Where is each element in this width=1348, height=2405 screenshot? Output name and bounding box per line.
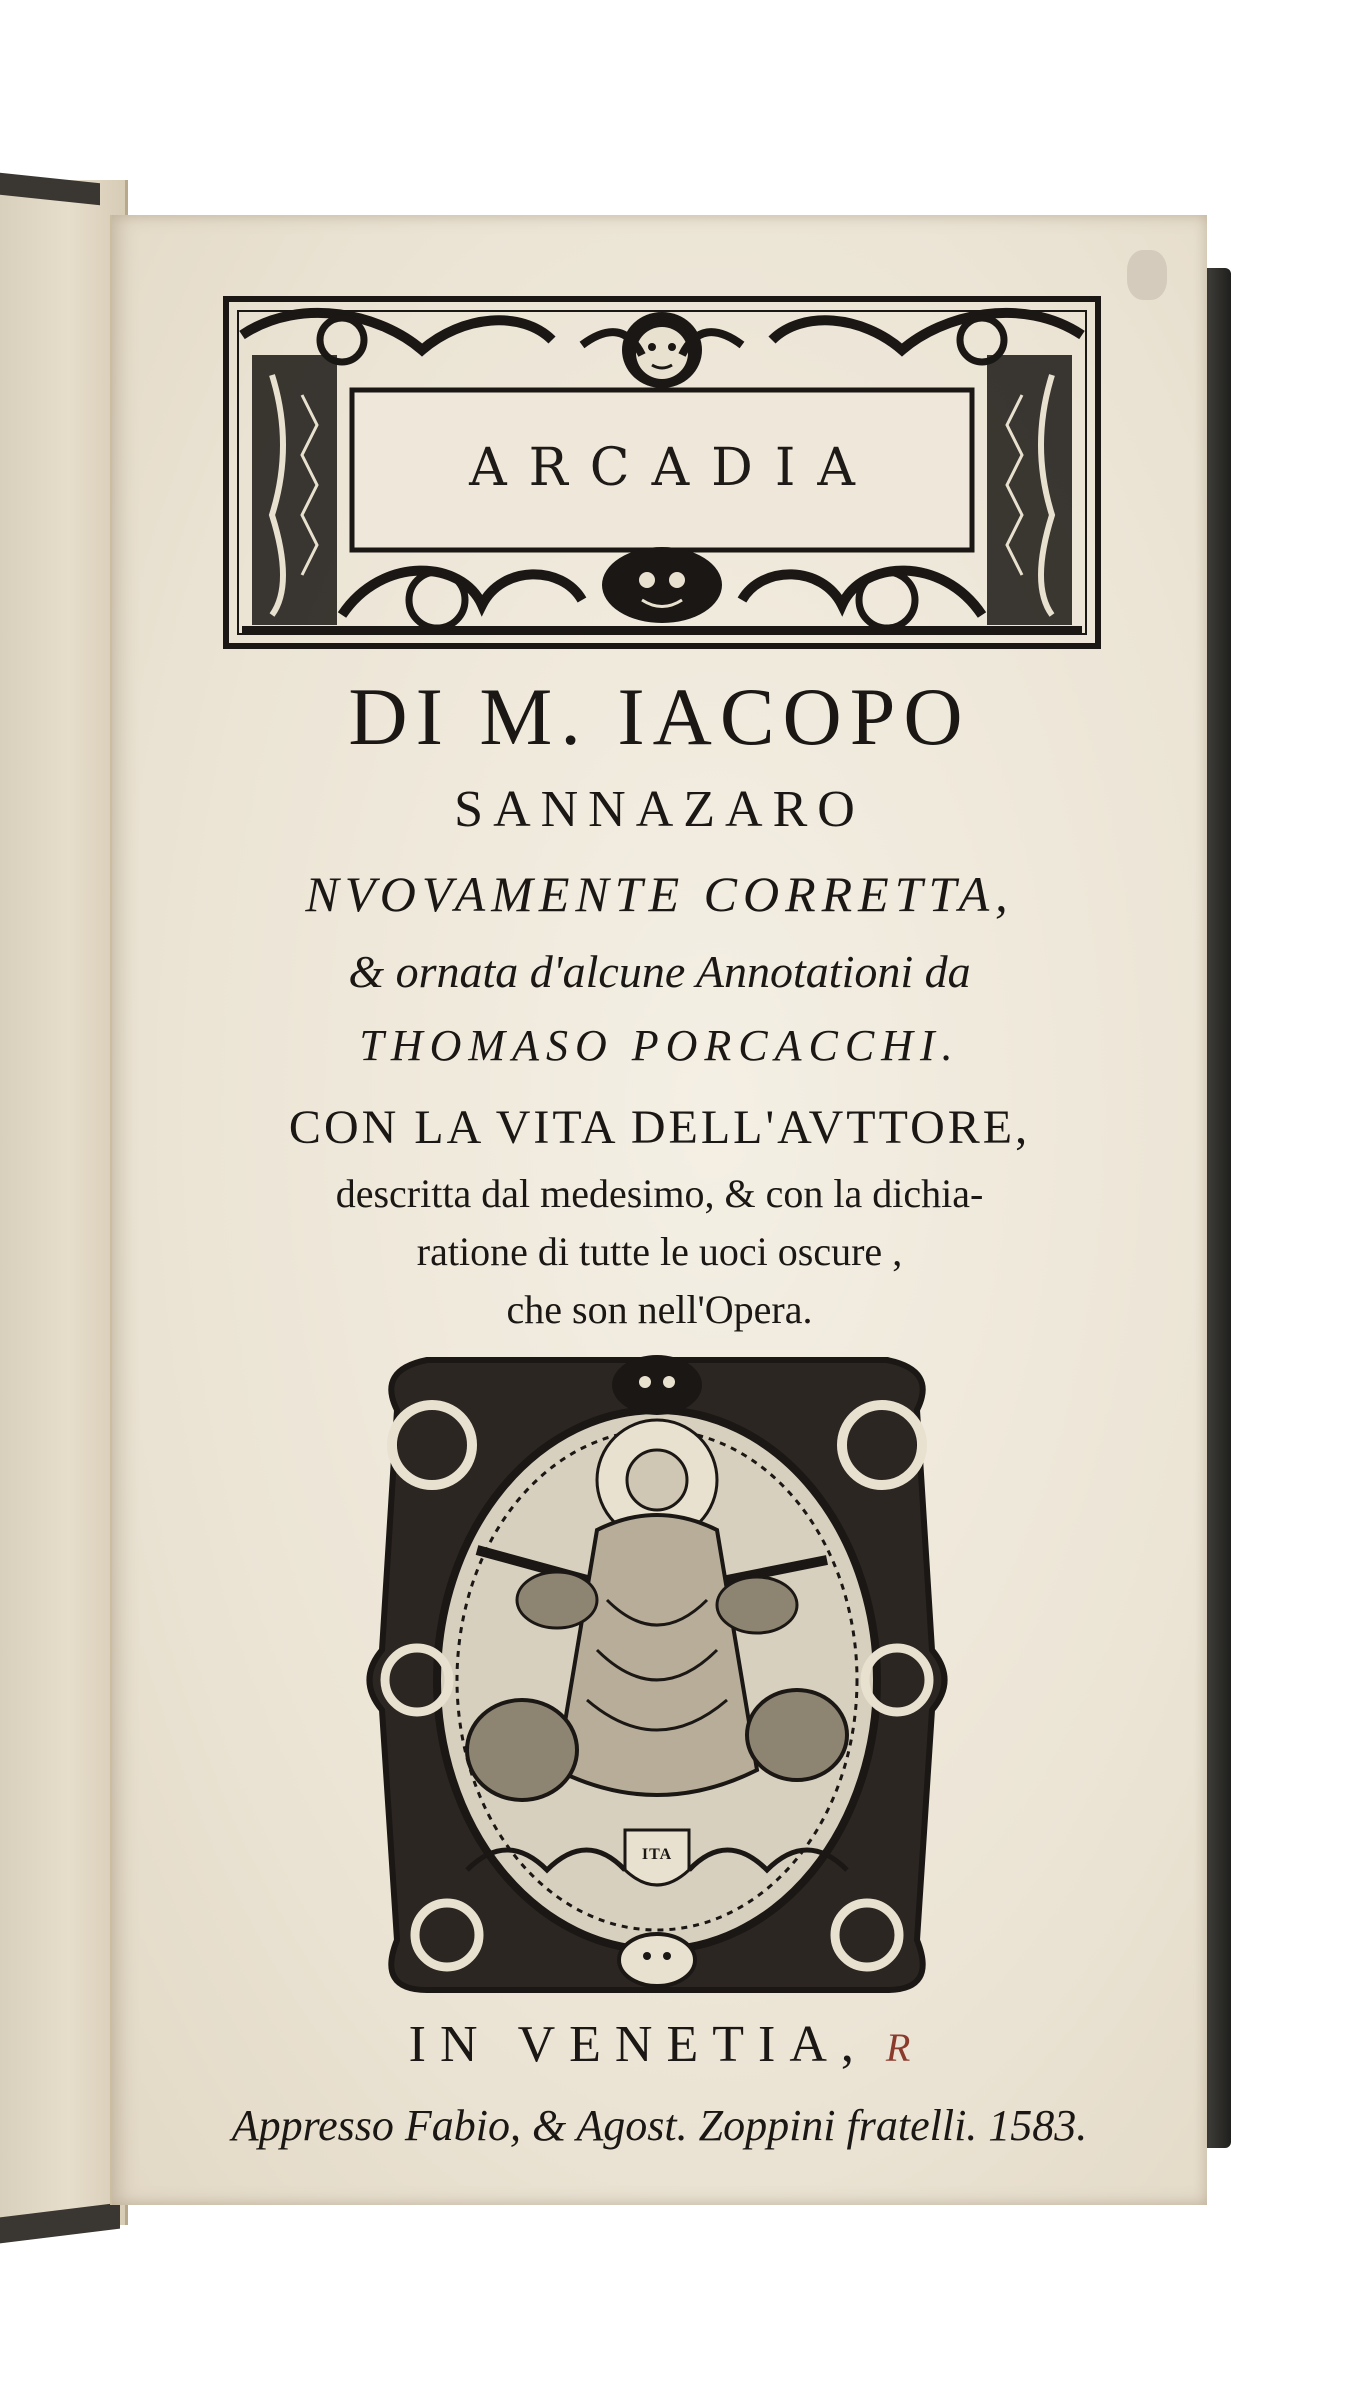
subtitle-line-1: NVOVAMENTE CORRETTA, [305,866,1014,922]
woodcut-graphic [357,1350,957,2000]
left-flyleaf [0,180,128,2225]
shield-motto: ITA [641,1846,673,1863]
author-line-2: SANNAZARO [454,781,865,838]
manuscript-mark: R [885,2025,911,2070]
imprint-place [172,2015,1147,2074]
description-line-1: descritta dal medesimo, & con la dichia- [335,1171,984,1216]
place-text: IN VENETIA, [408,2016,868,2073]
description-line-2: ratione di tutte le uoci oscure , [416,1229,903,1274]
life-line: CON LA VITA DELL'AVTTORE, [288,1101,1031,1154]
title-ornament-frame [222,295,1102,650]
subtitle-line-2: & ornata d'alcune Annotationi da [348,946,971,997]
page-stain [1127,250,1167,300]
description-line-3: che son nell'Opera. [506,1287,813,1332]
author-line-1: DI M. IACOPO [348,671,971,762]
imprint-publisher: Appresso Fabio, & Agost. Zoppini fratelli. 1583. [231,2101,1088,2150]
printers-device-woodcut [357,1350,957,2000]
frame-title: ARCADIA [469,438,877,498]
editor-name: THOMASO PORCACCHI. [359,1021,960,1070]
title-page [110,215,1207,2205]
